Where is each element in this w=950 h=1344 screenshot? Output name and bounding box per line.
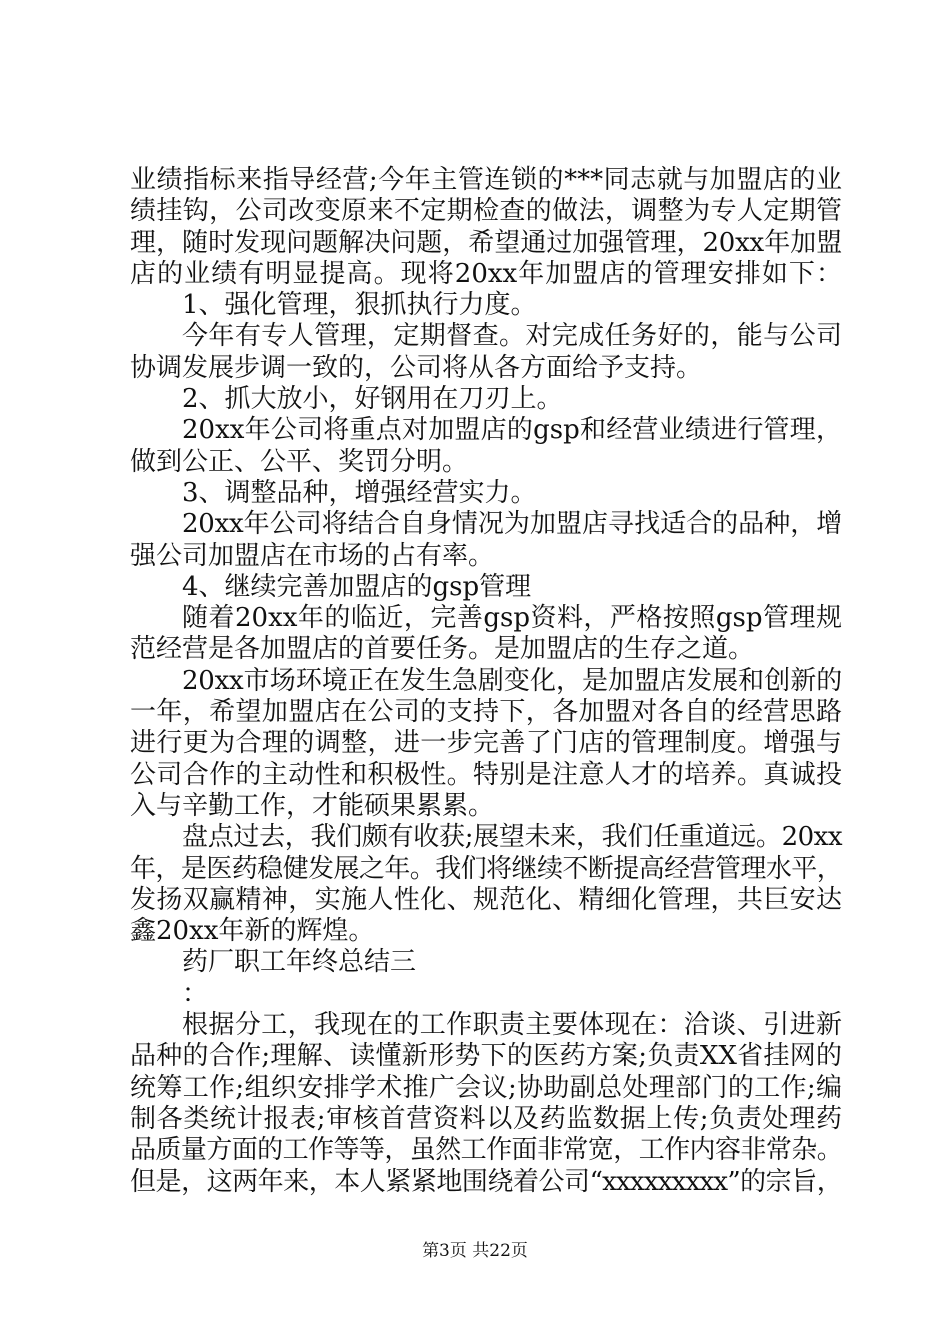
paragraph-line: 公司合作的主动性和积极性。特别是注意人才的培养。真诚投 — [130, 759, 842, 790]
paragraph-line: 但是，这两年来，本人紧紧地围绕着公司“xxxxxxxxx”的宗旨， — [130, 1166, 842, 1197]
paragraph-line: 品种的合作;理解、读懂新形势下的医药方案;负责XX省挂网的 — [130, 1041, 842, 1072]
document-body — [130, 165, 842, 1198]
paragraph-line: 进行更为合理的调整，进一步完善了门店的管理制度。增强与 — [130, 728, 842, 759]
paragraph-line: 今年有专人管理，定期督查。对完成任务好的，能与公司 — [182, 321, 842, 352]
paragraph-line: 20xx年公司将结合自身情况为加盟店寻找适合的品种，增 — [182, 509, 842, 540]
paragraph-line: 强公司加盟店在市场的占有率。 — [130, 540, 495, 571]
section-heading: 4、继续完善加盟店的gsp管理 — [182, 571, 532, 602]
paragraph-line: 随着20xx年的临近，完善gsp资料，严格按照gsp管理规 — [182, 603, 842, 634]
paragraph-line: 业绩指标来指导经营;今年主管连锁的***同志就与加盟店的业 — [130, 165, 842, 195]
section-heading: 1、强化管理，狠抓执行力度。 — [182, 290, 537, 321]
page-footer — [0, 1241, 950, 1261]
paragraph-line: 协调发展步调一致的，公司将从各方面给予支持。 — [130, 352, 703, 383]
paragraph-line: ： — [182, 978, 209, 1009]
paragraph-line: 品质量方面的工作等等，虽然工作面非常宽，工作内容非常杂。 — [130, 1135, 842, 1166]
paragraph-line: 绩挂钩，公司改变原来不定期检查的做法，调整为专人定期管 — [130, 196, 842, 227]
paragraph-line: 年，是医药稳健发展之年。我们将继续不断提高经营管理水平， — [130, 853, 842, 884]
section-title: 药厂职工年终总结三 — [182, 947, 417, 978]
paragraph-line: 20xx市场环境正在发生急剧变化，是加盟店发展和创新的 — [182, 665, 842, 696]
paragraph-line: 盘点过去，我们颇有收获;展望未来，我们任重道远。20xx — [182, 822, 842, 853]
paragraph-line: 发扬双赢精神，实施人性化、规范化、精细化管理，共巨安达 — [130, 884, 842, 915]
page-number-label: 第3页 共22页 — [422, 1241, 528, 1261]
paragraph-line: 范经营是各加盟店的首要任务。是加盟店的生存之道。 — [130, 634, 755, 665]
paragraph-line: 20xx年公司将重点对加盟店的gsp和经营业绩进行管理， — [182, 415, 842, 446]
paragraph-line: 店的业绩有明显提高。现将20xx年加盟店的管理安排如下： — [130, 258, 842, 289]
paragraph-line: 统筹工作;组织安排学术推广会议;协助副总处理部门的工作;编 — [130, 1072, 842, 1103]
paragraph-line: 根据分工，我现在的工作职责主要体现在：洽谈、引进新 — [182, 1010, 842, 1041]
paragraph-line: 入与辛勤工作，才能硕果累累。 — [130, 790, 495, 821]
paragraph-line: 鑫20xx年新的辉煌。 — [130, 916, 375, 947]
section-heading: 2、抓大放小，好钢用在刀刃上。 — [182, 384, 563, 415]
paragraph-line: 理，随时发现问题解决问题，希望通过加强管理，20xx年加盟 — [130, 227, 842, 258]
paragraph-line: 一年，希望加盟店在公司的支持下，各加盟对各自的经营思路 — [130, 697, 842, 728]
section-heading: 3、调整品种，增强经营实力。 — [182, 477, 537, 508]
paragraph-line: 制各类统计报表;审核首营资料以及药监数据上传;负责处理药 — [130, 1103, 842, 1134]
paragraph-line: 做到公正、公平、奖罚分明。 — [130, 446, 469, 477]
